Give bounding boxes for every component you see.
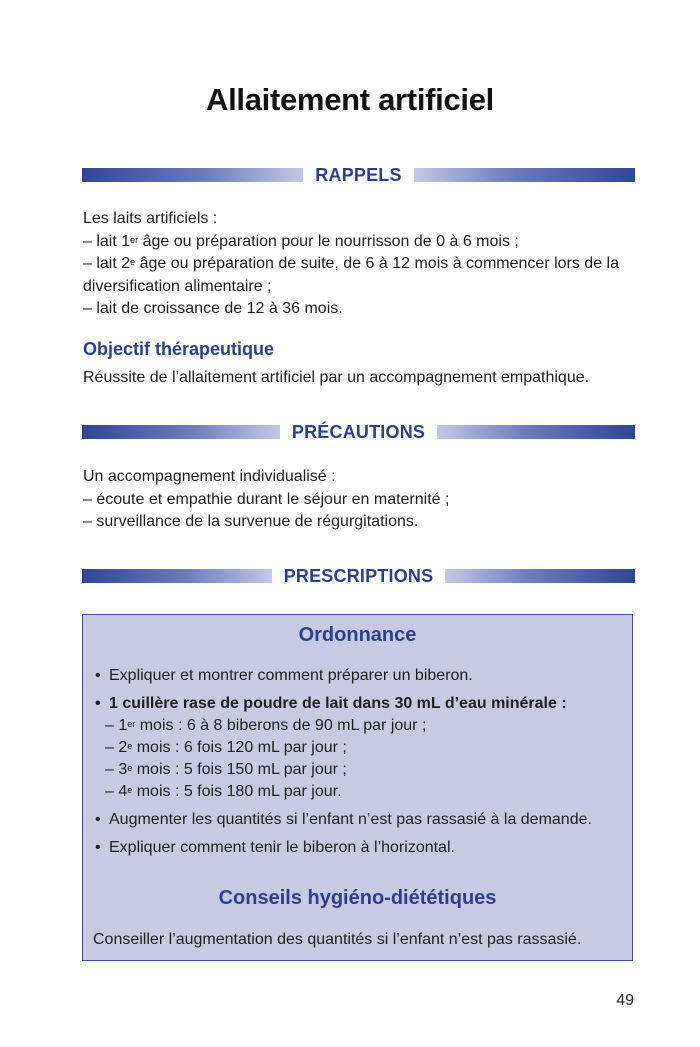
precautions-item: – surveillance de la survenue de régurgitations. — [83, 513, 419, 530]
section-header-precautions — [82, 421, 635, 443]
rappels-intro: Les laits artificiels : — [83, 210, 218, 227]
section-bar-right — [414, 168, 635, 182]
precautions-intro: Un accompagnement individualisé : — [83, 468, 336, 485]
section-header-prescriptions — [82, 565, 635, 587]
section-header-rappels — [82, 164, 635, 186]
conseils-title: Conseils hygiéno-diététiques — [218, 887, 497, 909]
precautions-text — [83, 466, 643, 534]
section-heading: PRÉCAUTIONS — [291, 421, 426, 442]
rappels-item: – lait de croissance de 12 à 36 mois. — [83, 300, 343, 317]
section-bar-left — [82, 168, 303, 182]
list-item: • Augmenter les quantités si l’enfant n’est pas rassasié à la demande. — [93, 809, 623, 831]
section-bar-left — [82, 569, 272, 583]
dose-item: – 3e mois : 5 fois 150 mL par jour ; — [105, 761, 347, 778]
list-item: • 1 cuillère rase de poudre de lait dans 30 mL d’eau minérale : — [93, 693, 623, 715]
section-bar-right — [445, 569, 635, 583]
conseils-text: Conseiller l’augmentation des quantités si l’enfant n’est pas rassasié. — [93, 931, 582, 948]
list-item: • Expliquer et montrer comment préparer un biberon. — [93, 665, 623, 687]
section-heading: RAPPELS — [315, 164, 402, 185]
dose-item: – 1er mois : 6 à 8 biberons de 90 mL par jour ; — [105, 717, 427, 734]
rappels-item: – lait 1er âge ou préparation pour le nourrisson de 0 à 6 mois ; — [83, 232, 519, 250]
page-number: 49 — [616, 992, 634, 1009]
section-bar-right — [437, 425, 635, 439]
section-bar-left — [82, 425, 280, 439]
section-heading: PRESCRIPTIONS — [283, 565, 434, 586]
page-title: Allaitement artificiel — [206, 82, 494, 117]
rappels-text — [83, 208, 643, 321]
dose-item: – 4e mois : 5 fois 180 mL par jour. — [105, 783, 342, 800]
objectif-heading: Objectif thérapeutique — [83, 339, 275, 359]
dose-item: – 2e mois : 6 fois 120 mL par jour ; — [105, 739, 347, 756]
prescription-box — [82, 614, 633, 961]
ordonnance-list — [93, 665, 623, 859]
rappels-item: – lait 2e âge ou préparation de suite, de 6 à 12 mois à commencer lors de la — [83, 255, 619, 272]
ordonnance-title: Ordonnance — [298, 624, 417, 646]
rappels-item: diversification alimentaire ; — [83, 277, 272, 295]
list-item: • Expliquer comment tenir le biberon à l’horizontal. — [93, 837, 623, 859]
precautions-item: – écoute et empathie durant le séjour en maternité ; — [83, 490, 450, 508]
objectif-text: Réussite de l’allaitement artificiel par un accompagnement empathique. — [83, 369, 590, 386]
